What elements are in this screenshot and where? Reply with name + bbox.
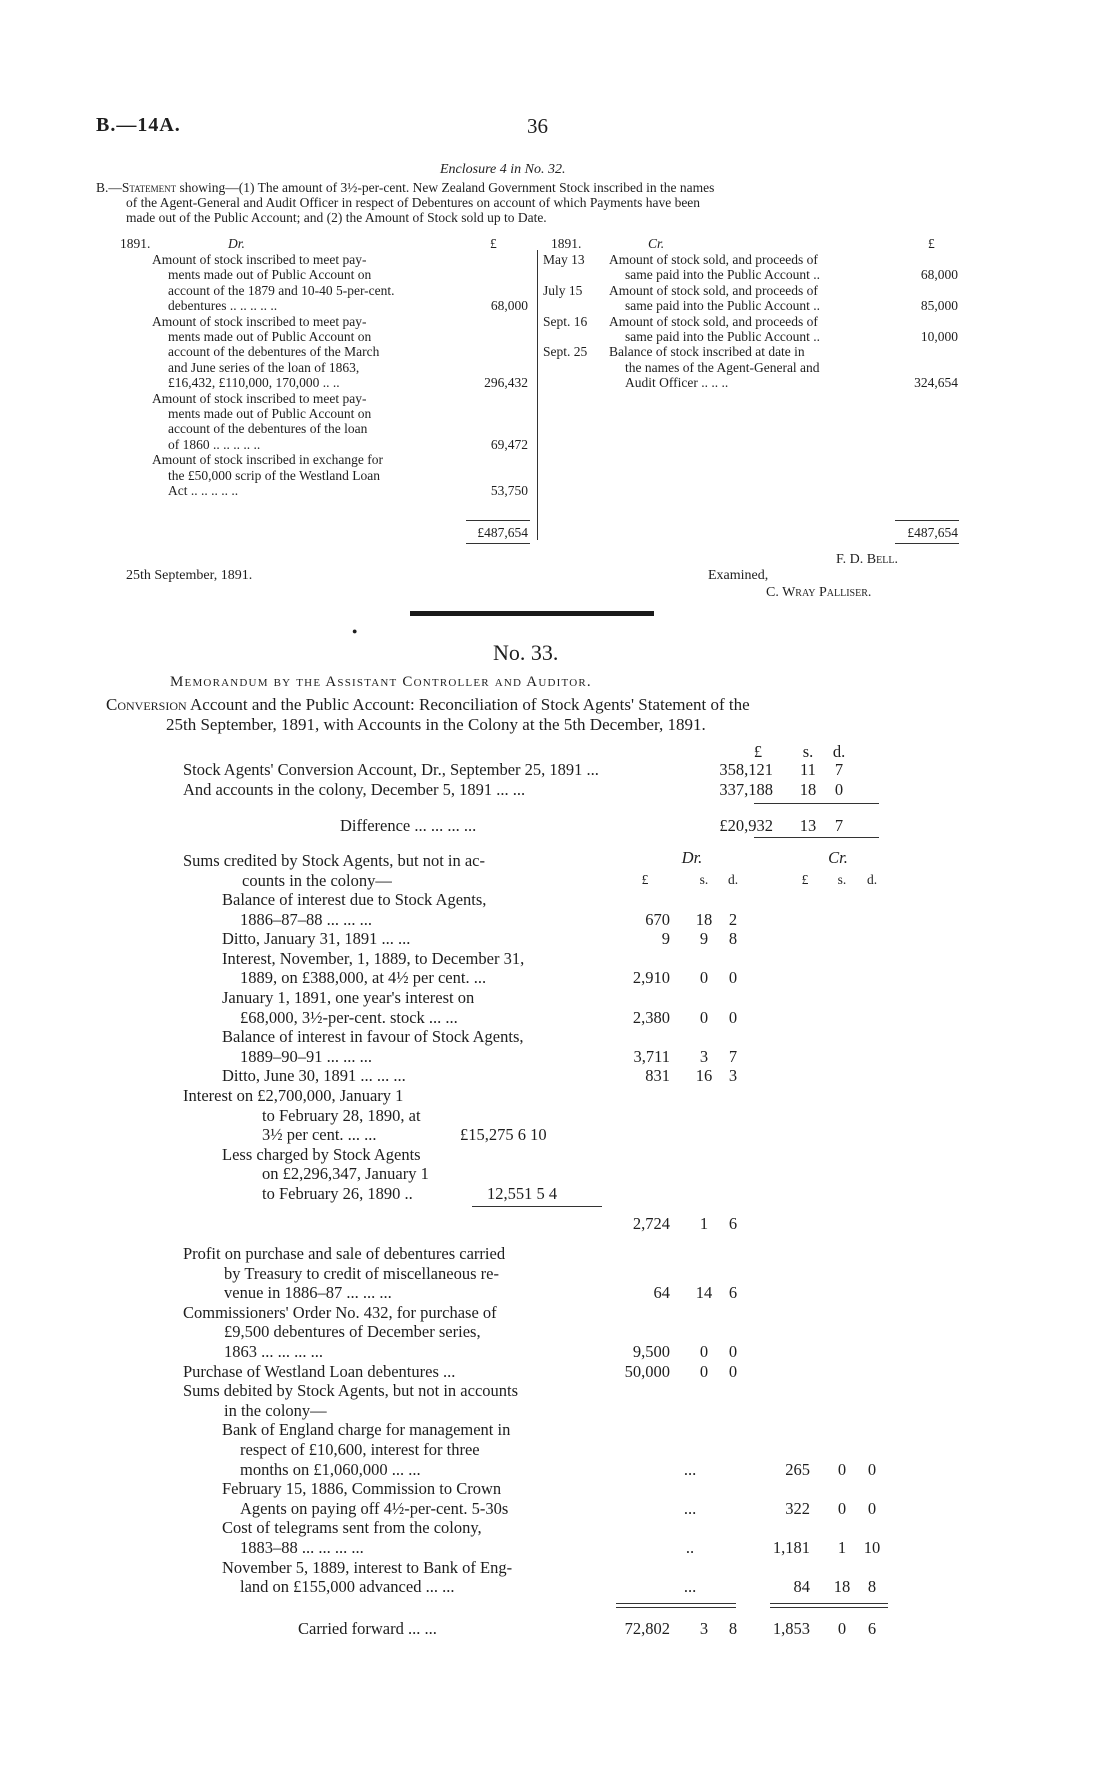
credited-item-shillings: 0	[699, 1007, 709, 1027]
credited-item-pence: 0	[728, 968, 738, 988]
col-cr-label: Cr.	[828, 848, 848, 867]
commissioners-line: 1863 ... ... ... ...	[224, 1342, 323, 1361]
dr-item-amount: 69,472	[490, 436, 528, 452]
debited-item-dots: ...	[683, 1577, 697, 1597]
examiner-name: C. Wray Palliser.	[766, 585, 872, 600]
debited-item-line: 1883–88 ... ... ... ...	[240, 1538, 364, 1557]
credited-heading-line: Sums credited by Stock Agents, but not in ac-	[183, 851, 486, 870]
summary-shillings: 18	[799, 780, 817, 799]
debited-item-line: November 5, 1889, interest to Bank of Eng-	[222, 1557, 513, 1577]
cr-item-line: same paid into the Public Account ..	[625, 329, 820, 344]
interest-line: Less charged by Stock Agents	[222, 1144, 421, 1164]
debited-heading-line: Sums debited by Stock Agents, but not in accounts	[183, 1381, 519, 1401]
credited-item-shillings: 16	[695, 1066, 713, 1086]
debited-item-line: respect of £10,600, interest for three	[240, 1440, 480, 1459]
interest-result-shillings: 1	[699, 1214, 709, 1233]
dr-item-line: account of the debentures of the March	[168, 344, 380, 360]
dr-item-line: account of the 1879 and 10-40 5-per-cent.	[168, 282, 395, 298]
cr-total-rule-bottom	[895, 543, 959, 544]
cr-total-rule	[895, 520, 959, 521]
dr-item-line: debentures .. .. .. .. ..	[168, 298, 278, 314]
credited-item-pence: 0	[728, 1007, 738, 1027]
cr-item-line: the names of the Agent-General and	[625, 359, 820, 375]
intro-line2: of the Agent-General and Audit Officer in respect of Debentures on account of which Payments have been	[126, 195, 701, 210]
dr-carried-rule	[616, 1603, 736, 1604]
cr-unit-pounds: £	[801, 872, 809, 887]
dr-total-rule-bottom	[466, 543, 530, 544]
profit-line: venue in 1886–87 ... ... ...	[224, 1283, 392, 1303]
cr-total: £487,654	[907, 525, 958, 540]
debited-item-dots: ..	[685, 1538, 695, 1557]
dot-mark: ●	[352, 626, 358, 636]
cr-item-date: Sept. 16	[543, 313, 588, 329]
signature-bell: F. D. Bell.	[836, 552, 898, 567]
profit-shillings: 14	[695, 1283, 713, 1303]
carried-forward-label: Carried forward ... ...	[298, 1618, 437, 1638]
debited-item-pounds: 1,181	[772, 1538, 810, 1557]
commissioners-line: £9,500 debentures of December series,	[224, 1322, 481, 1342]
cr-item-line: Amount of stock sold, and proceeds of	[609, 252, 818, 267]
carried-dr-pence: 8	[728, 1618, 738, 1638]
dr-item-line: Amount of stock inscribed to meet pay-	[152, 252, 367, 267]
commissioners-line: Commissioners' Order No. 432, for purchase of	[183, 1302, 497, 1322]
intro-lead: B.—	[96, 180, 122, 195]
cr-item-line: Amount of stock sold, and proceeds of	[609, 282, 818, 298]
statement-center-rule	[537, 250, 538, 540]
page-number: 36	[527, 114, 548, 138]
dr-carried-rule-2	[616, 1607, 736, 1608]
credited-item-line: Ditto, June 30, 1891 ... ... ...	[222, 1066, 406, 1086]
cr-carried-rule	[770, 1603, 888, 1604]
dr-item-line: ments made out of Public Account on	[168, 267, 372, 283]
enclosure-title: Enclosure 4 in No. 32.	[440, 162, 566, 177]
cr-item-line: Amount of stock sold, and proceeds of	[609, 313, 818, 329]
dr-unit-shillings: s.	[699, 872, 709, 887]
carried-dr-shillings: 3	[699, 1618, 709, 1638]
dr-item-amount: 53,750	[490, 483, 528, 498]
credited-item-pounds: 831	[645, 1066, 670, 1086]
credited-item-shillings: 18	[695, 909, 713, 929]
dr-unit-pence: d.	[727, 872, 739, 887]
westland-shillings: 0	[699, 1361, 709, 1381]
col-dr-label: Dr.	[681, 848, 703, 867]
westland-pounds: 50,000	[624, 1361, 670, 1381]
summary-label: Stock Agents' Conversion Account, Dr., September 25, 1891 ...	[183, 760, 599, 779]
debited-item-line: February 15, 1886, Commission to Crown	[222, 1479, 502, 1499]
memo-number: No. 33.	[493, 640, 559, 665]
dr-unit-pounds: £	[641, 872, 649, 887]
dr-item-line: and June series of the loan of 1863,	[168, 359, 360, 375]
debited-item-pence: 0	[867, 1459, 877, 1479]
commissioners-pence: 0	[728, 1342, 738, 1361]
credited-item-line: Ditto, January 31, 1891 ... ...	[222, 929, 411, 949]
cr-item-date: Sept. 25	[543, 344, 588, 360]
debited-item-dots: ...	[683, 1498, 697, 1518]
summary-label: And accounts in the colony, December 5, 1891 ... ...	[183, 780, 526, 799]
dr-item-amount: 296,432	[484, 375, 528, 391]
credited-item-line: Balance of interest in favour of Stock Agents,	[222, 1027, 524, 1047]
difference-pounds: £20,932	[719, 816, 773, 835]
top-unit-shillings: s.	[802, 742, 814, 761]
cr-year: 1891.	[551, 236, 582, 251]
cr-item-line: Balance of stock inscribed at date in	[609, 344, 805, 360]
debited-item-pounds: 322	[785, 1498, 810, 1518]
intro-caps: Statement	[121, 180, 177, 195]
credited-item-shillings: 9	[699, 929, 709, 949]
intro-line3: made out of the Public Account; and (2) the Amount of Stock sold up to Date.	[126, 210, 547, 225]
credited-item-shillings: 0	[699, 968, 709, 988]
intro-line1: showing—(1) The amount of 3½-per-cent. New Zealand Government Stock inscribed in the names	[176, 180, 715, 195]
conv-line1: Account and the Public Account: Reconciliation of Stock Agents' Statement of the	[186, 695, 750, 714]
credited-item-line: January 1, 1891, one year's interest on	[222, 988, 475, 1007]
commissioners-pounds: 9,500	[632, 1342, 670, 1361]
cr-item-line: same paid into the Public Account ..	[625, 267, 820, 283]
dr-item-line: Amount of stock inscribed to meet pay-	[152, 390, 367, 406]
cr-currency: £	[928, 236, 935, 251]
interest-line: to February 28, 1890, at	[262, 1105, 421, 1125]
debited-item-pounds: 84	[793, 1577, 810, 1597]
top-unit-pounds: £	[753, 742, 763, 761]
interest-less-amount: 12,551 5 4	[487, 1184, 558, 1203]
cr-item-amount: 324,654	[914, 375, 958, 391]
cr-label: Cr.	[648, 236, 665, 251]
dr-item-line: £16,432, £110,000, 170,000 .. ..	[168, 375, 340, 391]
westland-pence: 0	[728, 1361, 738, 1381]
credited-item-pounds: 9	[661, 929, 670, 949]
conversion-title	[106, 695, 962, 735]
cr-item-date: May 13	[543, 252, 585, 267]
dr-item-amount: 68,000	[490, 298, 528, 314]
credited-item-pence: 8	[728, 929, 738, 949]
carried-dr-pounds: 72,802	[624, 1618, 670, 1638]
cr-item-amount: 10,000	[920, 329, 958, 344]
debited-item-shillings: 0	[837, 1498, 847, 1518]
interest-rule	[472, 1206, 602, 1207]
dr-item-line: ments made out of Public Account on	[168, 406, 372, 421]
debited-item-pence: 10	[863, 1538, 881, 1557]
conv-caps: Conversion	[106, 695, 187, 714]
dr-item-line: the £50,000 scrip of the Westland Loan	[168, 467, 380, 483]
debited-item-shillings: 18	[833, 1577, 851, 1597]
summary-pence: 0	[834, 780, 844, 799]
summary-total-rule	[754, 803, 879, 804]
carried-cr-pence: 6	[867, 1618, 877, 1638]
interest-amount: £15,275 6 10	[460, 1125, 547, 1145]
debited-item-line: months on £1,060,000 ... ...	[240, 1459, 421, 1479]
dr-year: 1891.	[120, 236, 151, 251]
profit-line: by Treasury to credit of miscellaneous re-	[224, 1263, 499, 1283]
summary-pounds: 358,121	[719, 760, 773, 779]
credited-item-line: 1886–87–88 ... ... ...	[240, 909, 372, 929]
interest-result-pounds: 2,724	[632, 1214, 670, 1233]
dr-label: Dr.	[228, 236, 245, 251]
credited-item-pence: 2	[728, 909, 738, 929]
debited-heading-line: in the colony—	[224, 1400, 327, 1420]
profit-line: Profit on purchase and sale of debentures carried	[183, 1244, 506, 1263]
profit-pounds: 64	[653, 1283, 670, 1303]
difference-shillings: 13	[799, 816, 817, 835]
cr-item-line: Audit Officer .. .. ..	[625, 375, 729, 391]
difference-label: Difference ... ... ... ...	[340, 816, 477, 835]
cr-item-date: July 15	[543, 282, 583, 298]
credited-item-pounds: 2,910	[632, 968, 670, 988]
interest-line: on £2,296,347, January 1	[262, 1164, 429, 1184]
dr-item-line: Amount of stock inscribed to meet pay-	[152, 313, 367, 329]
conv-line2: 25th September, 1891, with Accounts in the Colony at the 5th December, 1891.	[166, 715, 706, 734]
credited-item-pence: 3	[728, 1066, 738, 1086]
section-divider-bar	[410, 611, 654, 616]
summary-shillings: 11	[800, 760, 816, 779]
dr-item-line: ments made out of Public Account on	[168, 329, 372, 344]
debited-item-dots: ...	[683, 1459, 697, 1479]
profit-pence: 6	[728, 1283, 738, 1303]
carried-cr-pounds: 1,853	[772, 1618, 810, 1638]
difference-underline	[754, 837, 879, 838]
cr-carried-rule-2	[770, 1607, 888, 1608]
credited-item-pounds: 2,380	[632, 1007, 670, 1027]
dr-currency: £	[490, 236, 497, 251]
debited-item-shillings: 1	[837, 1538, 847, 1557]
dr-item-line: Act .. .. .. .. ..	[168, 483, 239, 498]
summary-pence: 7	[834, 760, 844, 779]
credited-item-pence: 7	[728, 1046, 738, 1066]
commissioners-shillings: 0	[699, 1342, 709, 1361]
statement-intro	[96, 180, 960, 225]
carried-cr-shillings: 0	[837, 1618, 847, 1638]
dr-item-line: Amount of stock inscribed in exchange for	[152, 452, 383, 468]
debited-item-pence: 8	[867, 1577, 877, 1597]
top-unit-pence: d.	[832, 742, 846, 761]
summary-pounds: 337,188	[719, 780, 773, 799]
credited-item-pounds: 670	[645, 909, 670, 929]
interest-result-pence: 6	[728, 1214, 738, 1233]
examined-label: Examined,	[708, 568, 769, 583]
cr-unit-shillings: s.	[837, 872, 847, 887]
interest-line: 3½ per cent. ... ...	[262, 1125, 377, 1145]
interest-line: Interest on £2,700,000, January 1	[183, 1086, 404, 1105]
credited-item-pounds: 3,711	[633, 1046, 670, 1066]
cr-unit-pence: d.	[866, 872, 878, 887]
memo-heading: Memorandum by the Assistant Controller and Auditor.	[170, 674, 592, 690]
westland-label: Purchase of Westland Loan debentures ...	[183, 1361, 456, 1381]
debited-item-line: Cost of telegrams sent from the colony,	[222, 1518, 482, 1538]
credited-item-line: Interest, November, 1, 1889, to December 31,	[222, 948, 525, 968]
dr-item-line: of 1860 .. .. .. .. ..	[168, 436, 261, 452]
credited-item-line: Balance of interest due to Stock Agents,	[222, 890, 487, 909]
debited-item-line: Agents on paying off 4½-per-cent. 5-30s	[240, 1498, 509, 1518]
difference-pence: 7	[834, 816, 844, 835]
credited-item-line: £68,000, 3½-per-cent. stock ... ...	[240, 1007, 458, 1027]
credited-heading-line: counts in the colony—	[242, 870, 392, 890]
debited-item-shillings: 0	[837, 1459, 847, 1479]
cr-item-amount: 85,000	[920, 298, 958, 314]
credited-item-line: 1889, on £388,000, at 4½ per cent. ...	[240, 968, 487, 988]
debited-item-pounds: 265	[785, 1459, 810, 1479]
dr-total-rule	[466, 520, 530, 521]
cr-item-line: same paid into the Public Account ..	[625, 298, 820, 314]
cr-item-amount: 68,000	[920, 267, 958, 283]
debited-item-line: Bank of England charge for management in	[222, 1420, 511, 1440]
page-header-ref: B.—14A.	[96, 114, 181, 136]
debited-item-pence: 0	[867, 1498, 877, 1518]
dr-item-line: account of the debentures of the loan	[168, 421, 368, 437]
interest-line: to February 26, 1890 ..	[262, 1184, 413, 1203]
debited-item-line: land on £155,000 advanced ... ...	[240, 1577, 455, 1597]
statement-date: 25th September, 1891.	[126, 568, 253, 583]
credited-item-line: 1889–90–91 ... ... ...	[240, 1046, 372, 1066]
credited-item-shillings: 3	[699, 1046, 709, 1066]
dr-total: £487,654	[477, 525, 528, 540]
